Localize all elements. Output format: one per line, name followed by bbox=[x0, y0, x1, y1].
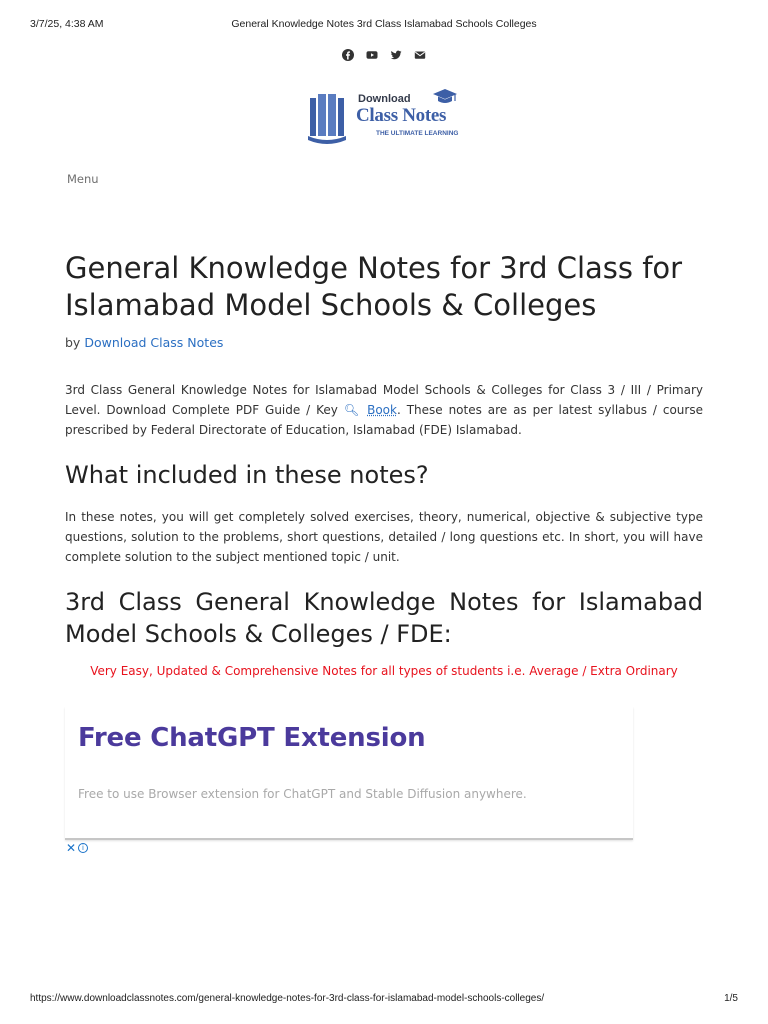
intro-text-after: . These notes are as per latest syllabus / course prescribed by Federal Directorate of Education, Islamabad (FDE) Islamabad. bbox=[65, 403, 703, 437]
byline-prefix: by bbox=[65, 335, 81, 350]
logo-text-class-notes: Class Notes bbox=[356, 105, 447, 126]
open-book-icon bbox=[306, 92, 354, 144]
heading-section: 3rd Class General Knowledge Notes for Islamabad Model Schools & Colleges / FDE: bbox=[65, 588, 703, 648]
intro-paragraph bbox=[65, 380, 703, 440]
book-link[interactable]: Book bbox=[367, 403, 397, 417]
intro-text-before: 3rd Class General Knowledge Notes for Islamabad Model Schools & Colleges for Class 3 / III / Primary Level. Download Complete PDF Guide / Key bbox=[65, 383, 703, 417]
facebook-icon[interactable] bbox=[342, 49, 354, 61]
search-icon: 🔍︎ bbox=[343, 403, 362, 417]
byline bbox=[65, 335, 223, 350]
social-links bbox=[0, 49, 768, 61]
page-title: General Knowledge Notes for 3rd Class for Islamabad Model Schools & Colleges bbox=[65, 251, 683, 322]
included-paragraph: In these notes, you will get completely solved exercises, theory, numerical, objective & subjective type questions, solution to the problems, short questions, detailed / long questions etc. In short, you will have complete solution to the subject mentioned topic / unit. bbox=[65, 510, 703, 564]
menu-toggle[interactable]: Menu bbox=[67, 172, 99, 186]
print-footer bbox=[0, 993, 768, 1007]
author-link[interactable]: Download Class Notes bbox=[84, 335, 224, 350]
youtube-icon[interactable] bbox=[366, 49, 378, 61]
twitter-icon[interactable] bbox=[390, 49, 402, 61]
print-header bbox=[0, 18, 768, 34]
ad-title[interactable]: Free ChatGPT Extension bbox=[78, 723, 426, 753]
print-datetime: 3/7/25, 4:38 AM bbox=[30, 18, 104, 30]
print-page-number: 1/5 bbox=[724, 993, 738, 1004]
logo-tagline: THE ULTIMATE LEARNING bbox=[376, 130, 459, 137]
logo-text-download: Download bbox=[358, 93, 411, 105]
print-doc-title: General Knowledge Notes 3rd Class Islamabad Schools Colleges bbox=[231, 18, 537, 30]
ad-close-icon[interactable]: ✕ bbox=[66, 841, 77, 855]
print-url: https://www.downloadclassnotes.com/general-knowledge-notes-for-3rd-class-for-islamabad-model-schools-colleges/ bbox=[30, 993, 545, 1004]
ad-description: Free to use Browser extension for ChatGPT and Stable Diffusion anywhere. bbox=[78, 787, 527, 801]
email-icon[interactable] bbox=[414, 49, 426, 61]
highlight-note: Very Easy, Updated & Comprehensive Notes for all types of students i.e. Average / Extra Ordinary bbox=[90, 664, 678, 678]
ad-info-icon[interactable]: i bbox=[78, 843, 88, 853]
heading-what-included: What included in these notes? bbox=[65, 461, 429, 489]
ad-banner[interactable] bbox=[65, 705, 633, 838]
site-logo[interactable] bbox=[306, 88, 466, 144]
